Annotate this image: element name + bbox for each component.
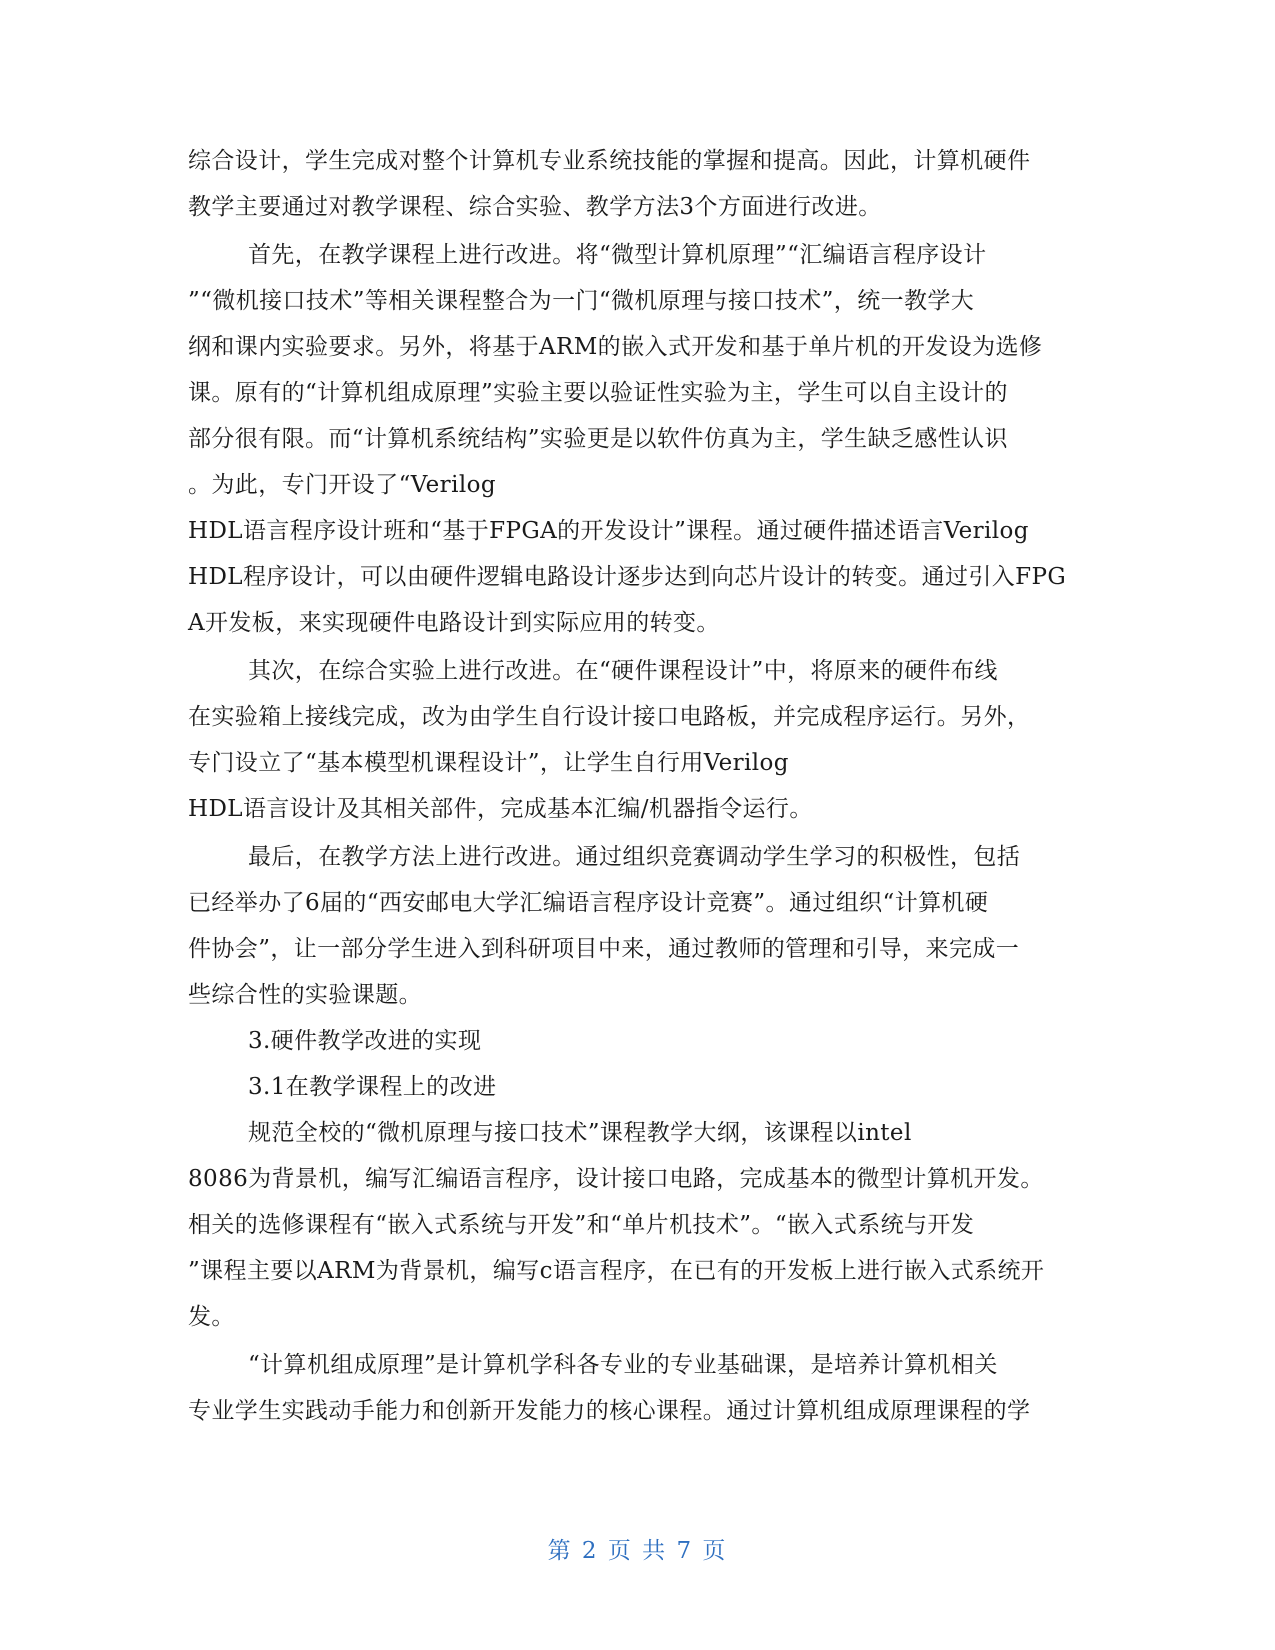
text-line: 已经举办了6届的“西安邮电大学汇编语言程序设计竞赛”。通过组织“计算机硬 <box>188 890 989 916</box>
text-line: 在实验箱上接线完成，改为由学生自行设计接口电路板，并完成程序运行。另外， <box>188 704 1031 730</box>
text-line: 发。 <box>188 1304 235 1330</box>
section-heading: 3.硬件教学改进的实现 <box>248 1028 482 1054</box>
paragraph-first-line: 规范全校的“微机原理与接口技术”课程教学大纲，该课程以intel <box>248 1120 912 1146</box>
paragraph-first-line: “计算机组成原理”是计算机学科各专业的专业基础课，是培养计算机相关 <box>248 1352 998 1378</box>
text-line: 专业学生实践动手能力和创新开发能力的核心课程。通过计算机组成原理课程的学 <box>188 1398 1031 1424</box>
paragraph-first-line: 首先，在教学课程上进行改进。将“微型计算机原理”“汇编语言程序设计 <box>248 242 987 268</box>
text-line: ”课程主要以ARM为背景机，编写c语言程序，在已有的开发板上进行嵌入式系统开 <box>188 1258 1045 1284</box>
text-line: 件协会”，让一部分学生进入到科研项目中来，通过教师的管理和引导，来完成一 <box>188 936 1020 962</box>
text-line: 纲和课内实验要求。另外，将基于ARM的嵌入式开发和基于单片机的开发设为选修 <box>188 334 1043 360</box>
text-line: 8086为背景机，编写汇编语言程序，设计接口电路，完成基本的微型计算机开发。 <box>188 1166 1044 1192</box>
text-line: 教学主要通过对教学课程、综合实验、教学方法3个方面进行改进。 <box>188 194 882 220</box>
text-line: HDL语言程序设计班和“基于FPGA的开发设计”课程。通过硬件描述语言Verilog <box>188 518 1029 544</box>
text-line: HDL语言设计及其相关部件，完成基本汇编/机器指令运行。 <box>188 796 813 822</box>
text-line: ”“微机接口技术”等相关课程整合为一门“微机原理与接口技术”，统一教学大 <box>188 288 975 314</box>
text-line: 相关的选修课程有“嵌入式系统与开发”和“单片机技术”。“嵌入式系统与开发 <box>188 1212 975 1238</box>
paragraph-first-line: 最后，在教学方法上进行改进。通过组织竞赛调动学生学习的积极性，包括 <box>248 844 1021 870</box>
text-line: 部分很有限。而“计算机系统结构”实验更是以软件仿真为主，学生缺乏感性认识 <box>188 426 1008 452</box>
text-line: 些综合性的实验课题。 <box>188 982 422 1008</box>
subsection-heading: 3.1在教学课程上的改进 <box>248 1074 497 1100</box>
paragraph-first-line: 其次，在综合实验上进行改进。在“硬件课程设计”中，将原来的硬件布线 <box>248 658 998 684</box>
text-line: 课。原有的“计算机组成原理”实验主要以验证性实验为主，学生可以自主设计的 <box>188 380 1008 406</box>
page-number-footer: 第 2 页 共 7 页 <box>547 1538 728 1564</box>
text-line: A开发板，来实现硬件电路设计到实际应用的转变。 <box>188 610 720 636</box>
text-line: 综合设计，学生完成对整个计算机专业系统技能的掌握和提高。因此，计算机硬件 <box>188 148 1031 174</box>
text-line: 专门设立了“基本模型机课程设计”，让学生自行用Verilog <box>188 750 789 776</box>
text-line: HDL程序设计，可以由硬件逻辑电路设计逐步达到向芯片设计的转变。通过引入FPG <box>188 564 1067 590</box>
text-line: 。为此，专门开设了“Verilog <box>188 472 496 498</box>
